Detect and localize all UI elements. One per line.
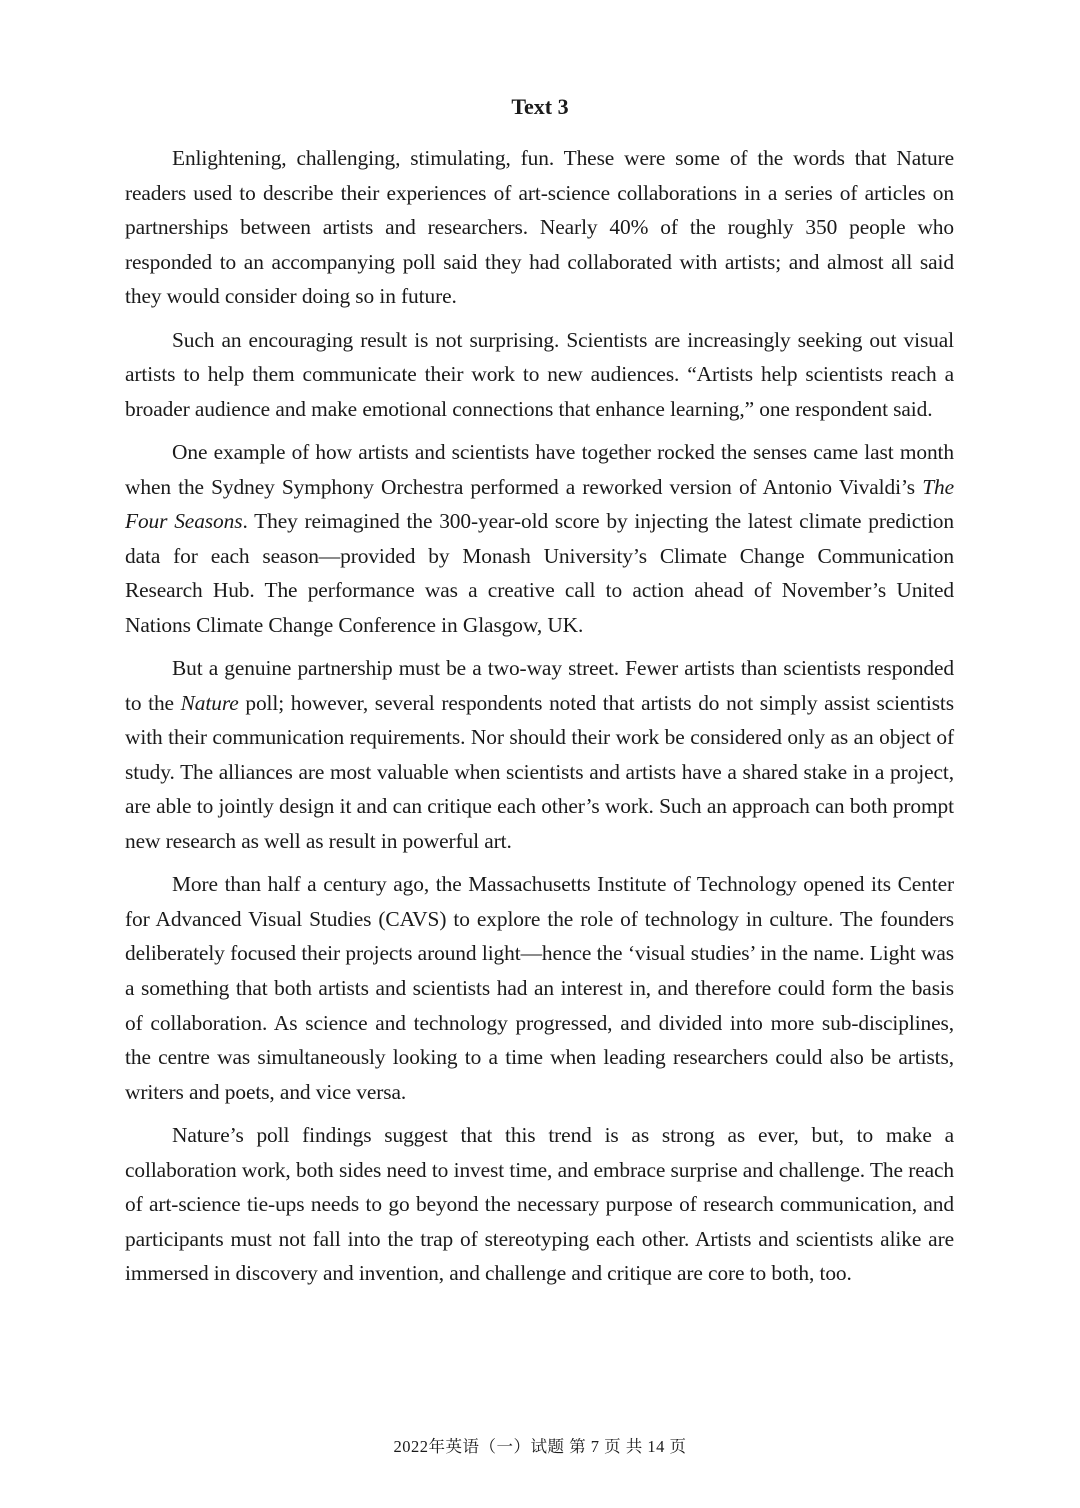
paragraph-4-text-end: poll; however, several respondents noted that artists do not simply assist scientists with their communication requirements. Nor should their work be considered only as an object of study. The alliances are most valuable when scientists and artists have a shared stake in a project, are able to jointly design it and can critique each other’s work. Such an approach can both prompt new research as well as result in powerful art. [125,690,954,854]
paragraph-2: Such an encouraging result is not surprising. Scientists are increasingly seeking out visual artists to help them communicate their work to new audiences. “Artists help scientists reach a broader audience and make emotional connections that enhance learning,” one respondent said. [125,327,954,421]
paragraph-1: Enlightening, challenging, stimulating, fun. These were some of the words that Nature readers used to describe their experiences of art-science collaborations in a series of articles on partnerships between artists and researchers. Nearly 40% of the roughly 350 people who responded to an accompanying poll said they had collaborated with artists; and almost all said they would consider doing so in future. [125,146,954,309]
italic-title-four-seasons: The Four Seasons [125,474,954,534]
paragraph-4 [125,651,954,859]
paragraph-3-text-start: One example of how artists and scientists have together rocked the senses came last month when the Sydney Symphony Orchestra performed a reworked version of Antonio Vivaldi’s [125,439,954,499]
paragraph-6: Nature’s poll findings suggest that this trend is as strong as ever, but, to make a collaboration work, both sides need to invest time, and embrace surprise and challenge. The reach of art-science tie-ups needs to go beyond the necessary purpose of research communication, and participants must not fall into the trap of stereotyping each other. Artists and scientists alike are immersed in discovery and invention, and challenge and critique are core to both, too. [125,1123,954,1286]
paragraph-3-text-end: . They reimagined the 300-year-old score by injecting the latest climate prediction data for each season—provided by Monash University’s Climate Change Communication Research Hub. The performance was a creative call to action ahead of November’s United Nations Climate Change Conference in Glasgow, UK. [125,509,954,637]
paragraph-3 [125,435,954,643]
paragraph-5: More than half a century ago, the Massachusetts Institute of Technology opened its Center for Advanced Visual Studies (CAVS) to explore the role of technology in culture. The founders deliberately focused their projects around light—hence the ‘visual studies’ in the name. Light was a something that both artists and scientists had an interest in, and therefore could form the basis of collaboration. As science and technology progressed, and divided into more sub-disciplines, the centre was simultaneously looking to a time when leading researchers could also be artists, writers and poets, and vice versa. [125,872,954,1104]
paragraph-4-text-start: But a genuine partnership must be a two-way street. Fewer artists than scientists responded to the [125,656,954,715]
article-body [125,141,954,1300]
italic-journal-nature: Nature [180,690,239,715]
page-footer: 2022年英语（一）试题 第 7 页 共 14 页 [393,1437,687,1456]
section-title: Text 3 [511,94,569,119]
